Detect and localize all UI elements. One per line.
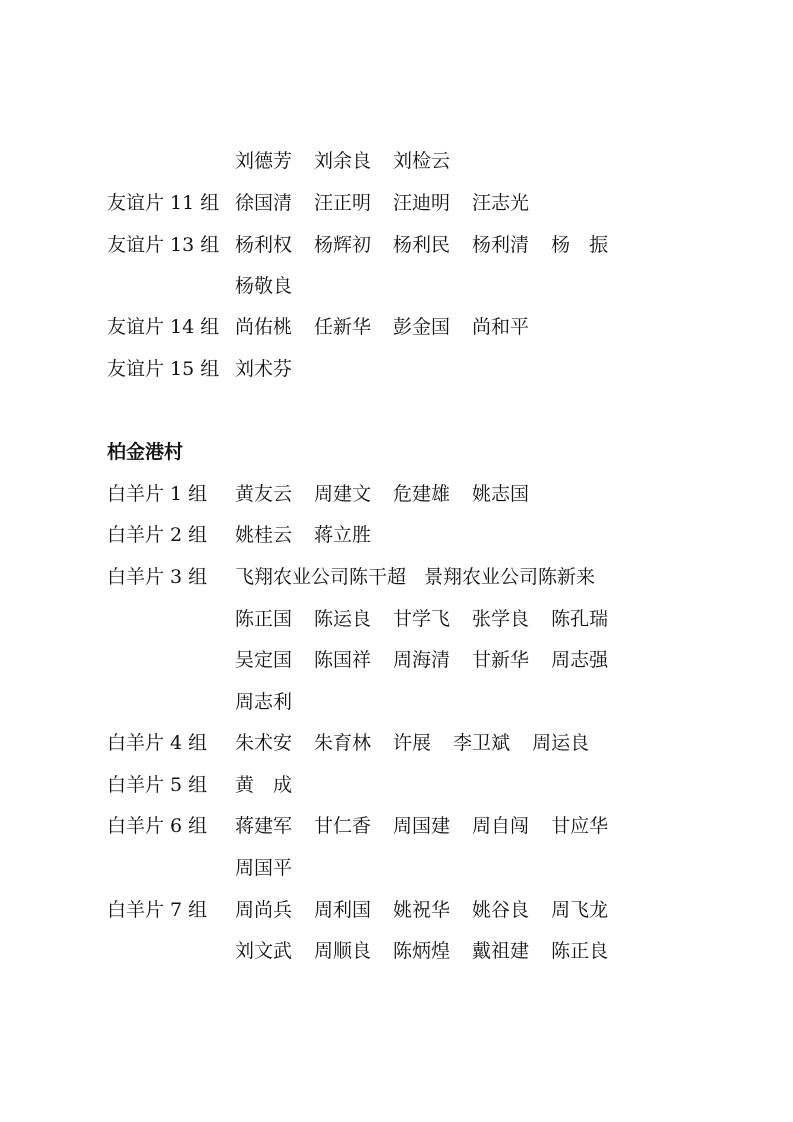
company-contact: 景翔农业公司陈新来 [424,566,596,588]
person-name: 陈炳煌 [393,940,451,962]
person-name: 甘仁香 [314,815,372,837]
person-name: 周顺良 [314,940,372,962]
person-name: 黄友云 [235,483,293,505]
person-name: 周国建 [393,815,451,837]
name-list [235,687,314,717]
name-list [235,188,551,218]
name-list [235,645,630,675]
list-row [107,271,667,301]
name-list [235,936,630,966]
list-row [107,354,667,384]
person-name: 朱术安 [235,732,293,754]
list-row [107,645,667,675]
person-name: 周自闯 [472,815,530,837]
village-heading: 柏金港村 [107,441,184,463]
person-name: 杨利清 [472,234,530,256]
list-row [107,188,667,218]
list-row [107,562,667,592]
person-name: 刘德芳 [235,150,293,172]
person-name: 尚佑桃 [235,316,293,338]
name-list [235,562,617,592]
list-row [107,936,667,966]
list-row [107,770,667,800]
person-name: 刘余良 [314,150,372,172]
person-name: 陈孔瑞 [551,608,609,630]
person-name: 周志强 [551,649,609,671]
person-name: 吴定国 [235,649,293,671]
group-label: 友谊片 13 组 [107,234,220,256]
person-name: 姚志国 [472,483,530,505]
list-row [107,687,667,717]
list-row [107,520,667,550]
name-list [235,146,472,176]
list-row [107,604,667,634]
list-row [107,811,667,841]
person-name: 周志利 [235,691,293,713]
person-name: 许展 [393,732,432,754]
person-name: 周利国 [314,899,372,921]
person-name: 蒋立胜 [314,524,372,546]
person-name: 姚谷良 [472,899,530,921]
person-name: 戴祖建 [472,940,530,962]
person-name: 任新华 [314,316,372,338]
person-name: 陈正国 [235,608,293,630]
name-list [235,271,314,301]
name-list [235,312,551,342]
person-name: 朱育林 [314,732,372,754]
name-list [235,770,314,800]
group-label: 白羊片 2 组 [107,524,208,546]
person-name: 李卫斌 [453,732,511,754]
list-row [107,479,667,509]
person-name: 甘应华 [551,815,609,837]
name-list [235,354,314,384]
person-name: 杨 振 [551,234,609,256]
list-row [107,312,667,342]
person-name: 甘新华 [472,649,530,671]
name-list [235,479,551,509]
name-list [235,520,393,550]
group-label: 白羊片 3 组 [107,566,208,588]
person-name: 汪志光 [472,192,530,214]
group-label: 白羊片 7 组 [107,899,208,921]
name-list [235,853,314,883]
person-name: 刘检云 [393,150,451,172]
person-name: 刘文武 [235,940,293,962]
group-label: 白羊片 5 组 [107,774,208,796]
name-list [235,895,630,925]
person-name: 周建文 [314,483,372,505]
person-name: 徐国清 [235,192,293,214]
person-name: 周飞龙 [551,899,609,921]
person-name: 陈运良 [314,608,372,630]
list-row [107,146,667,176]
person-name: 周运良 [532,732,590,754]
list-row [107,895,667,925]
person-name: 尚和平 [472,316,530,338]
person-name: 危建雄 [393,483,451,505]
group-label: 白羊片 6 组 [107,815,208,837]
person-name: 杨利权 [235,234,293,256]
group-label: 白羊片 4 组 [107,732,208,754]
person-name: 周尚兵 [235,899,293,921]
person-name: 周海清 [393,649,451,671]
group-label: 友谊片 14 组 [107,316,220,338]
group-label: 友谊片 11 组 [107,192,220,214]
person-name: 张学良 [472,608,530,630]
group-label: 白羊片 1 组 [107,483,208,505]
person-name: 彭金国 [393,316,451,338]
list-row [107,230,667,260]
group-label: 友谊片 15 组 [107,358,220,380]
person-name: 陈正良 [551,940,609,962]
person-name: 蒋建军 [235,815,293,837]
list-row [107,728,667,758]
person-name: 黄 成 [235,774,293,796]
name-list [235,604,630,634]
person-name: 汪正明 [314,192,372,214]
person-name: 陈国祥 [314,649,372,671]
person-name: 姚祝华 [393,899,451,921]
list-row [107,853,667,883]
person-name: 刘术芬 [235,358,293,380]
person-name: 甘学飞 [393,608,451,630]
person-name: 汪迪明 [393,192,451,214]
person-name: 杨利民 [393,234,451,256]
name-list [235,728,611,758]
name-list [235,230,630,260]
person-name: 杨辉初 [314,234,372,256]
person-name: 周国平 [235,857,293,879]
name-list [235,811,630,841]
person-name: 姚桂云 [235,524,293,546]
company-contact: 飞翔农业公司陈干超 [235,566,407,588]
person-name: 杨敬良 [235,275,293,297]
